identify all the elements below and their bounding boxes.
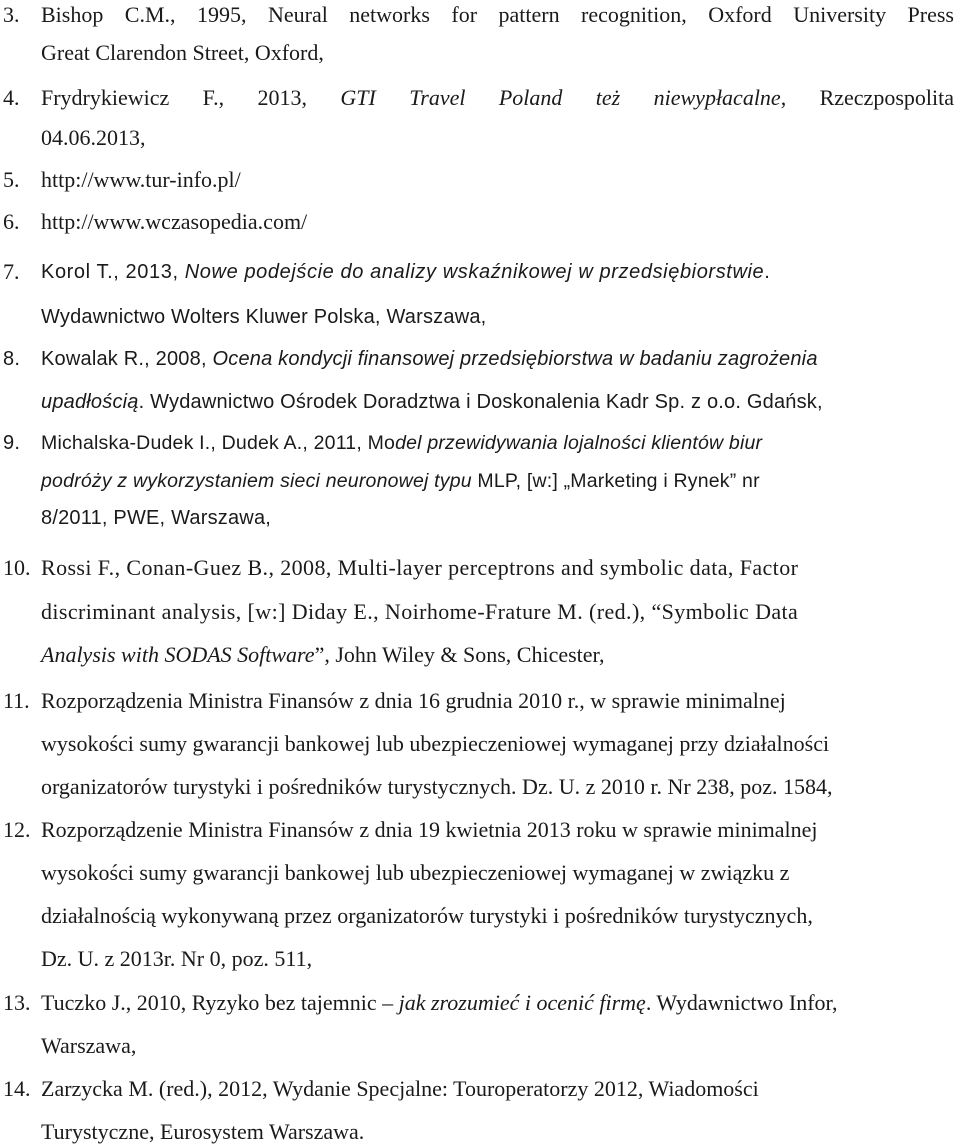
reference-number: 12. [3,817,31,842]
reference-text: Tuczko J., 2010, Ryzyko bez tajemnic – jak zrozumieć i ocenić firmę. Wydawnictwo Infor, [41,990,838,1015]
reference-number: 8. [3,348,21,370]
reference-link[interactable]: http://www.wczasopedia.com/ [41,209,308,234]
reference-12-cont [0,901,960,931]
reference-9-cont [0,503,960,533]
reference-9-cont [0,466,960,496]
reference-text: podróży z wykorzystaniem sieci neuronowej typu MLP, [w:] „Marketing i Rynek” nr [41,470,760,492]
reference-14 [0,1074,960,1104]
reference-3 [0,0,960,30]
reference-text: Analysis with SODAS Software”, John Wiley & Sons, Chicester, [41,642,605,667]
reference-number: 13. [3,990,31,1015]
reference-text: upadłością. Wydawnictwo Ośrodek Doradztwa i Doskonalenia Kadr Sp. z o.o. Gdańsk, [41,391,823,413]
reference-text: organizatorów turystyki i pośredników turystycznych. Dz. U. z 2010 r. Nr 238, poz. 1584, [41,774,833,799]
reference-12-cont [0,858,960,888]
reference-5 [0,165,960,195]
reference-text: discriminant analysis, [w:] Diday E., Noirhome-Frature M. (red.), “Symbolic Data [41,599,799,624]
reference-number: 11. [3,688,30,713]
reference-text: Wydawnictwo Wolters Kluwer Polska, Warszawa, [41,306,487,328]
reference-8 [0,344,960,374]
reference-text: Warszawa, [41,1033,137,1058]
reference-text: Michalska-Dudek I., Dudek A., 2011, Model przewidywania lojalności klientów biur [41,432,763,454]
reference-text: Kowalak R., 2008, Ocena kondycji finansowej przedsiębiorstwa w badaniu zagrożenia [41,348,818,370]
reference-number: 14. [3,1076,31,1101]
reference-number: 6. [3,209,20,234]
reference-text: Rozporządzenia Ministra Finansów z dnia 16 grudnia 2010 r., w sprawie minimalnej [41,688,786,713]
reference-text: Korol T., 2013, Nowe podejście do analizy wskaźnikowej w przedsiębiorstwie. [41,261,771,283]
reference-10-cont [0,640,960,670]
reference-12 [0,815,960,845]
reference-3-cont [0,38,960,68]
reference-13 [0,988,960,1018]
reference-7-cont [0,302,960,332]
reference-number: 9. [3,432,21,454]
reference-9 [0,428,960,458]
reference-text: Bishop C.M., 1995, Neural networks for pattern recognition, Oxford University Press [41,2,954,27]
reference-number: 4. [3,85,20,110]
reference-text: 8/2011, PWE, Warszawa, [41,507,272,529]
reference-text: działalnością wykonywaną przez organizatorów turystyki i pośredników turystycznych, [41,903,813,928]
reference-text: Frydrykiewicz F., 2013, GTI Travel Poland też niewypłacalne, Rzeczpospolita [41,85,954,110]
reference-6 [0,207,960,237]
reference-number: 7. [3,259,20,284]
reference-12-cont [0,944,960,974]
reference-text: wysokości sumy gwarancji bankowej lub ubezpieczeniowej wymaganej w związku z [41,860,790,885]
reference-10 [0,553,960,583]
reference-number: 10. [3,555,31,580]
reference-8-cont [0,387,960,417]
reference-text: Great Clarendon Street, Oxford, [41,40,324,65]
reference-7 [0,257,960,287]
reference-link[interactable]: http://www.tur-info.pl/ [41,167,241,192]
reference-text: Turystyczne, Eurosystem Warszawa. [41,1119,365,1144]
reference-14-cont [0,1117,960,1147]
reference-11-cont [0,729,960,759]
reference-number: 5. [3,167,20,192]
reference-text: Dz. U. z 2013r. Nr 0, poz. 511, [41,946,313,971]
reference-13-cont [0,1031,960,1061]
reference-text: Zarzycka M. (red.), 2012, Wydanie Specjalne: Touroperatorzy 2012, Wiadomości [41,1076,759,1101]
reference-4 [0,83,960,113]
reference-text: Rossi F., Conan-Guez B., 2008, Multi-layer perceptrons and symbolic data, Factor [41,555,799,580]
reference-text: wysokości sumy gwarancji bankowej lub ubezpieczeniowej wymaganej przy działalności [41,731,830,756]
reference-10-cont [0,597,960,627]
reference-number: 3. [3,2,20,27]
reference-11-cont [0,772,960,802]
reference-text: 04.06.2013, [41,125,146,150]
reference-4-cont [0,123,960,153]
reference-11 [0,686,960,716]
reference-text: Rozporządzenie Ministra Finansów z dnia 19 kwietnia 2013 roku w sprawie minimalnej [41,817,818,842]
